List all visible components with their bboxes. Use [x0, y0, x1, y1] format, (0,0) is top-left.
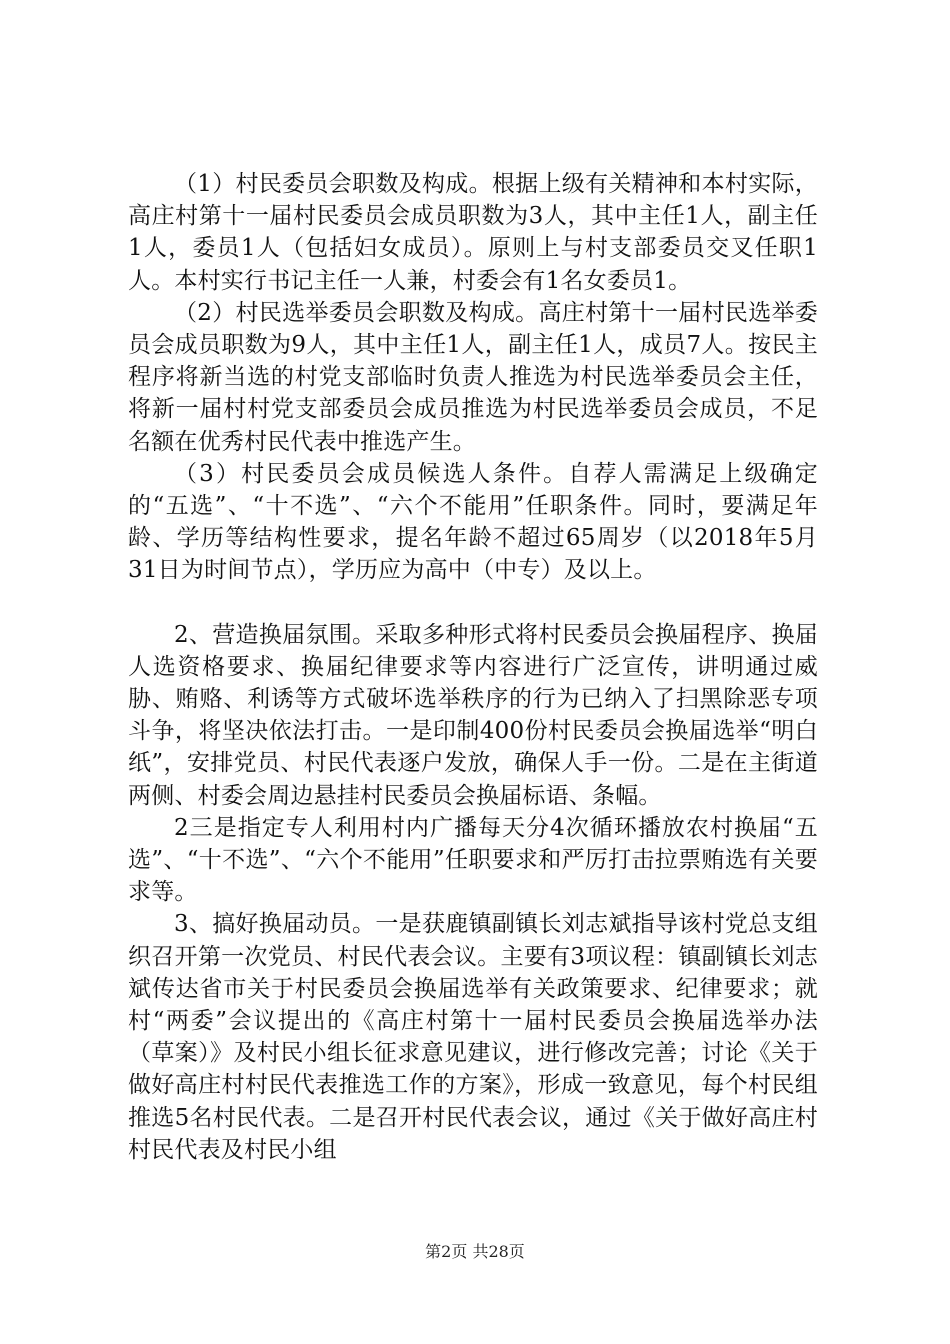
paragraph-gap	[128, 587, 818, 619]
paragraph-atmosphere: 2、营造换届氛围。采取多种形式将村民委员会换届程序、换届人选资格要求、换届纪律要求等内容进行广泛宣传，讲明通过威胁、贿赂、利诱等方式破坏选举秩序的行为已纳入了扫黑除恶专项斗争，将坚决依法打击。一是印制400份村民委员会换届选举“明白纸”，安排党员、村民代表逐户发放，确保人手一份。二是在主街道两侧、村委会周边悬挂村民委员会换届标语、条幅。	[128, 621, 818, 809]
document-body	[128, 168, 818, 1166]
page-number-footer: 第2页 共28页	[425, 1242, 525, 1261]
paragraph-broadcast: 2三是指定专人利用村内广播每天分4次循环播放农村换届“五选”、“十不选”、“六个不能用”任职要求和严厉打击拉票贿选有关要求等。	[128, 814, 818, 906]
paragraph-mobilization: 3、搞好换届动员。一是获鹿镇副镇长刘志斌指导该村党总支组织召开第一次党员、村民代表会议。主要有3项议程：镇副镇长刘志斌传达省市关于村民委员会换届选举有关政策要求、纪律要求；就村“两委”会议提出的《高庄村第十一届村民委员会换届选举办法（草案）》及村民小组长征求意见建议，进行修改完善；讨论《关于做好高庄村村民代表推选工作的方案》，形成一致意见，每个村民组推选5名村民代表。二是召开村民代表会议，通过《关于做好高庄村村民代表及村民小组	[128, 911, 818, 1163]
paragraph-candidate-conditions: （3）村民委员会成员候选人条件。自荐人需满足上级确定的“五选”、“十不选”、“六个不能用”任职条件。同时，要满足年龄、学历等结构性要求，提名年龄不超过65周岁（以2018年5月31日为时间节点），学历应为高中（中专）及以上。	[128, 460, 818, 584]
paragraph-election-committee: （2）村民选举委员会职数及构成。高庄村第十一届村民选举委员会成员职数为9人，其中主任1人，副主任1人，成员7人。按民主程序将新当选的村党支部临时负责人推选为村民选举委员会主任，将新一届村村党支部委员会成员推选为村民选举委员会成员，不足名额在优秀村民代表中推选产生。	[128, 299, 818, 455]
paragraph-committee-composition: （1）村民委员会职数及构成。根据上级有关精神和本村实际，高庄村第十一届村民委员会成员职数为3人，其中主任1人，副主任1人，委员1人（包括妇女成员）。原则上与村支部委员交叉任职1人。本村实行书记主任一人兼，村委会有1名女委员1。	[128, 171, 818, 294]
